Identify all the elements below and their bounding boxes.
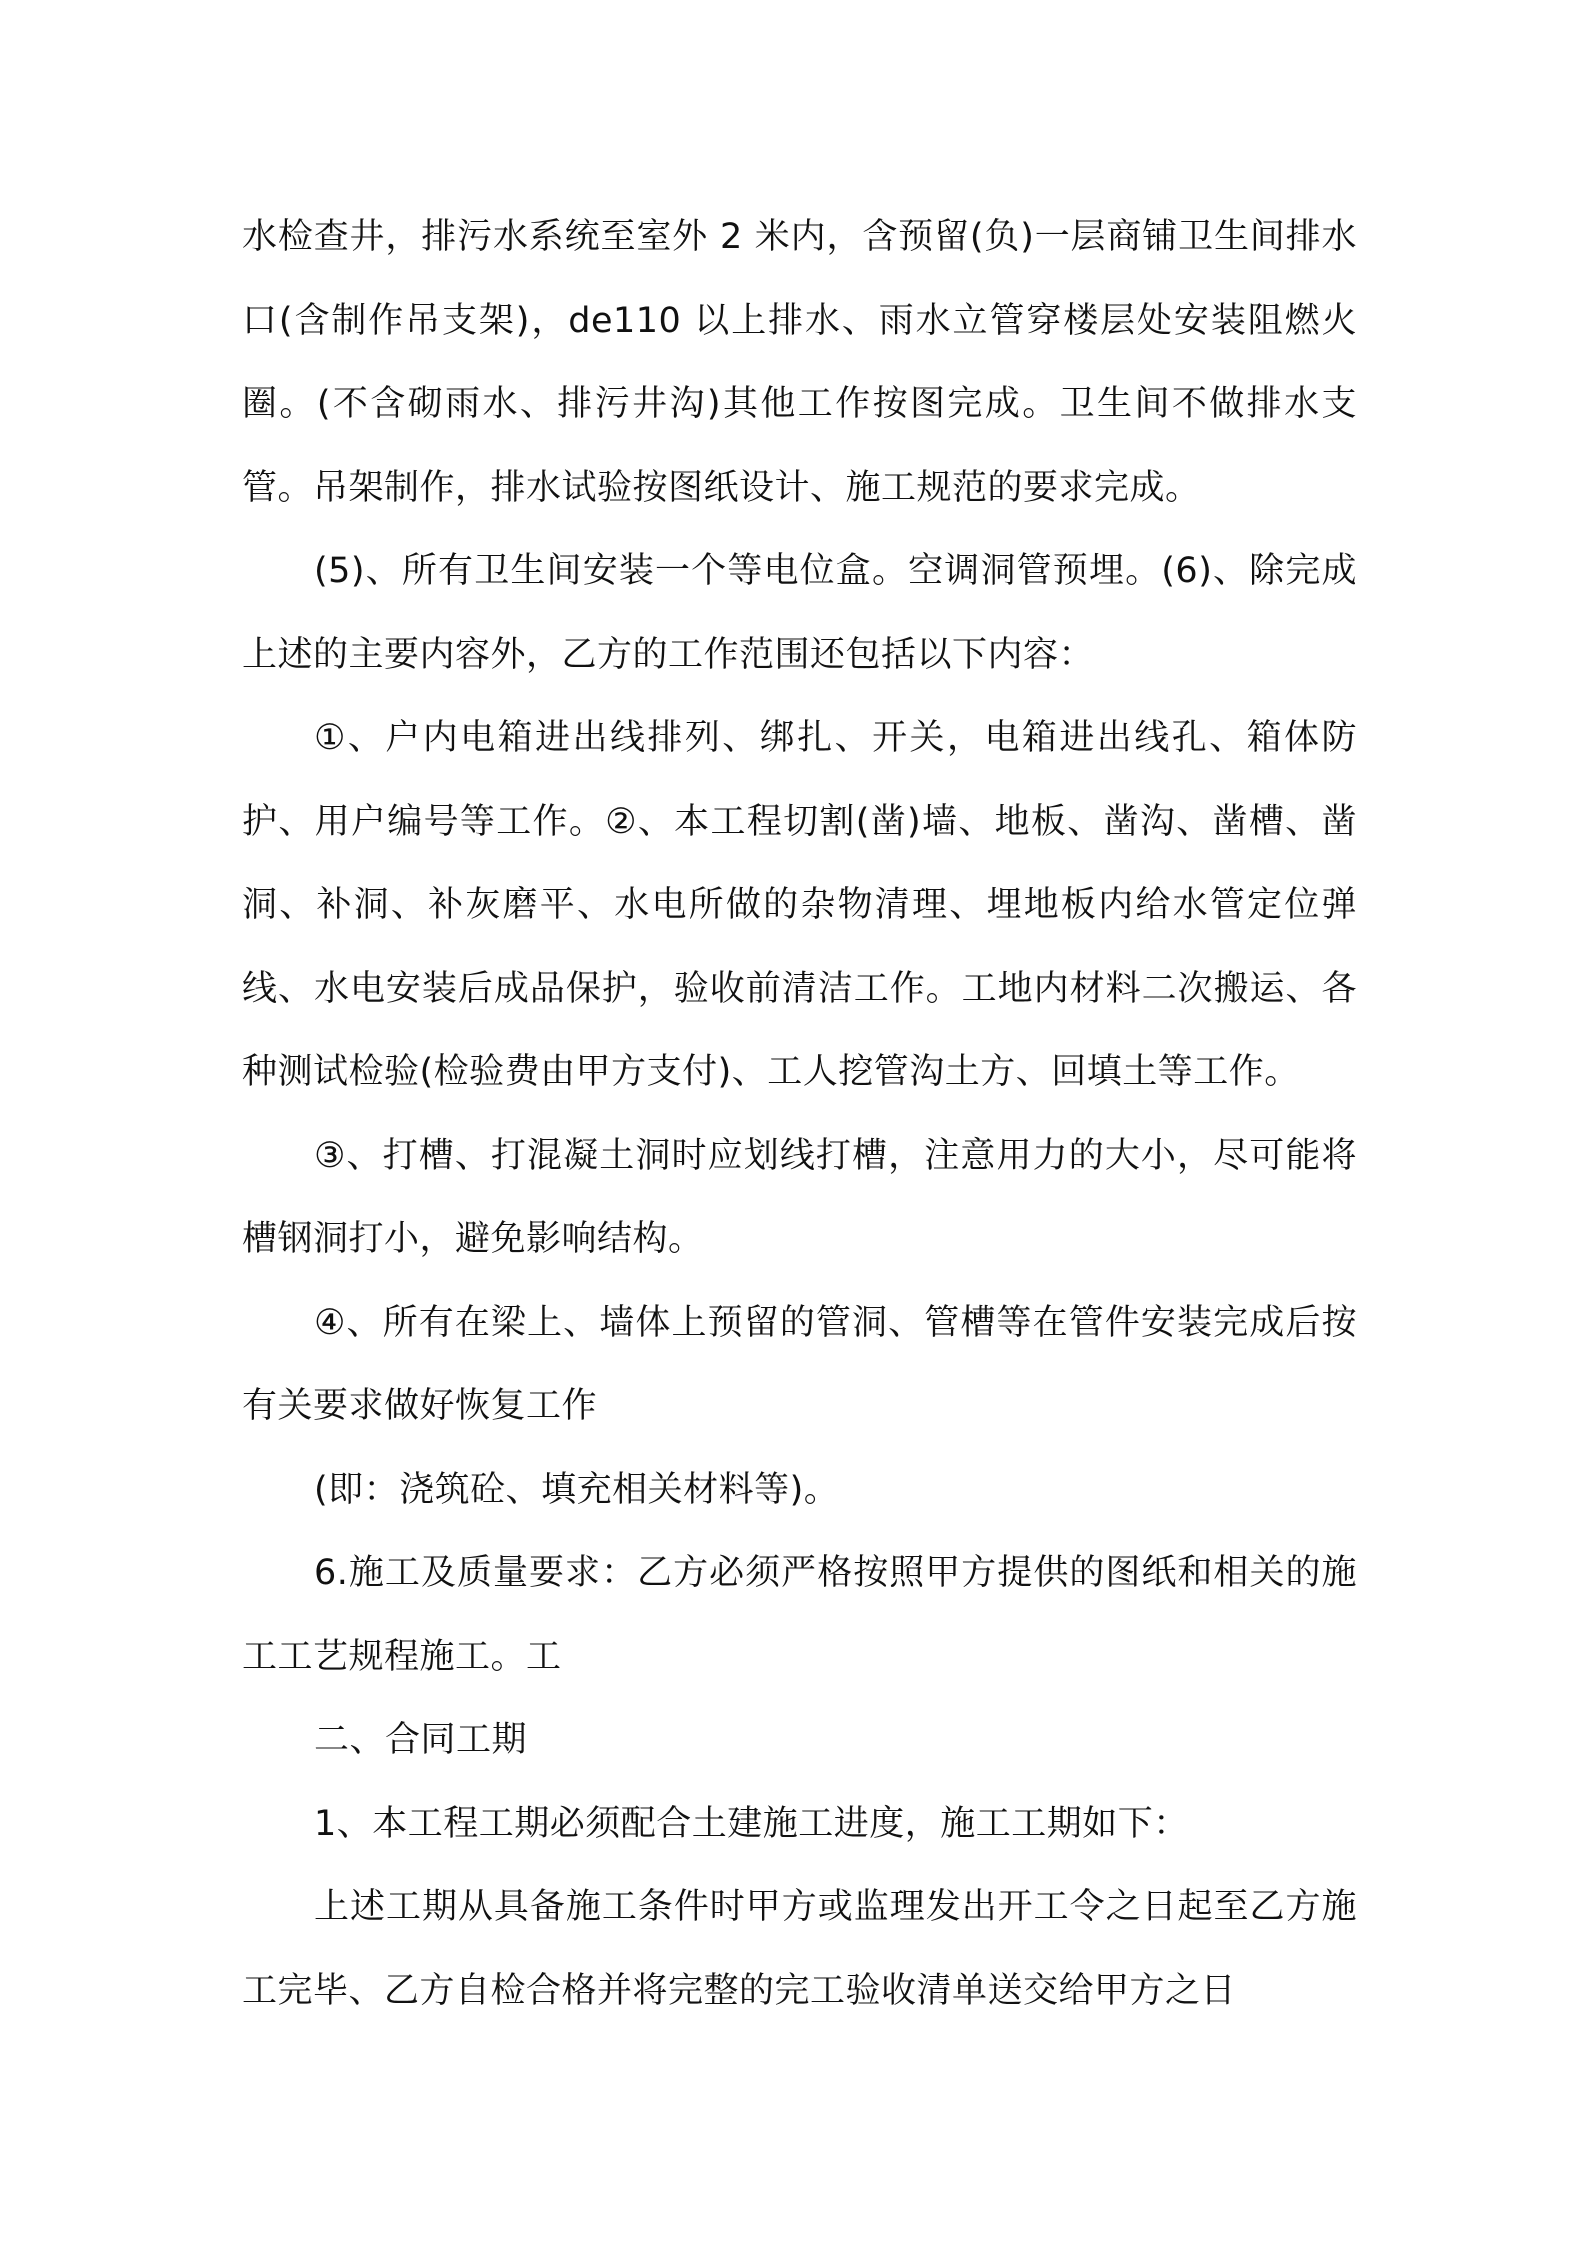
paragraph-item-4-note: (即：浇筑砼、填充相关材料等)。: [314, 1469, 840, 1510]
paragraph-schedule-intro: 1、本工程工期必须配合土建施工进度，施工工期如下：: [314, 1803, 1189, 1844]
paragraph-drainage-scope: 水检查井，排污水系统至室外 2 米内，含预留(负)一层商铺卫生间排水口(含制作吊支架)，de110 以上排水、雨水立管穿楼层处安装阻燃火圈。(不含砌雨水、排污井沟)其他工作按图完成。卫生间不做排水支管。吊架制作，排水试验按图纸设计、施工规范的要求完成。: [242, 217, 1357, 508]
paragraph-quality-requirements: 6.施工及质量要求：乙方必须严格按照甲方提供的图纸和相关的施工工艺规程施工。工: [242, 1553, 1357, 1677]
paragraph-item-3: ③、打槽、打混凝土洞时应划线打槽，注意用力的大小，尽可能将槽钢洞打小，避免影响结构。: [242, 1135, 1357, 1259]
paragraph-item-1-2: ①、户内电箱进出线排列、绑扎、开关，电箱进出线孔、箱体防护、用户编号等工作。②、本工程切割(凿)墙、地板、凿沟、凿槽、凿洞、补洞、补灰磨平、水电所做的杂物清理、埋地板内给水管定位弹线、水电安装后成品保护，验收前清洁工作。工地内材料二次搬运、各种测试检验(检验费由甲方支付)、工人挖管沟土方、回填土等工作。: [242, 718, 1357, 1092]
section-heading-contract-period: 二、合同工期: [314, 1720, 528, 1760]
paragraph-item-4: ④、所有在梁上、墙体上预留的管洞、管槽等在管件安装完成后按有关要求做好恢复工作: [242, 1302, 1357, 1426]
paragraph-schedule-definition: 上述工期从具备施工条件时甲方或监理发出开工令之日起至乙方施工完毕、乙方自检合格并将完整的完工验收清单送交给甲方之日: [242, 1887, 1357, 2011]
document-body: [242, 196, 1357, 2033]
paragraph-equipotential-box: (5)、所有卫生间安装一个等电位盒。空调洞管预埋。(6)、除完成上述的主要内容外，乙方的工作范围还包括以下内容：: [242, 551, 1357, 675]
